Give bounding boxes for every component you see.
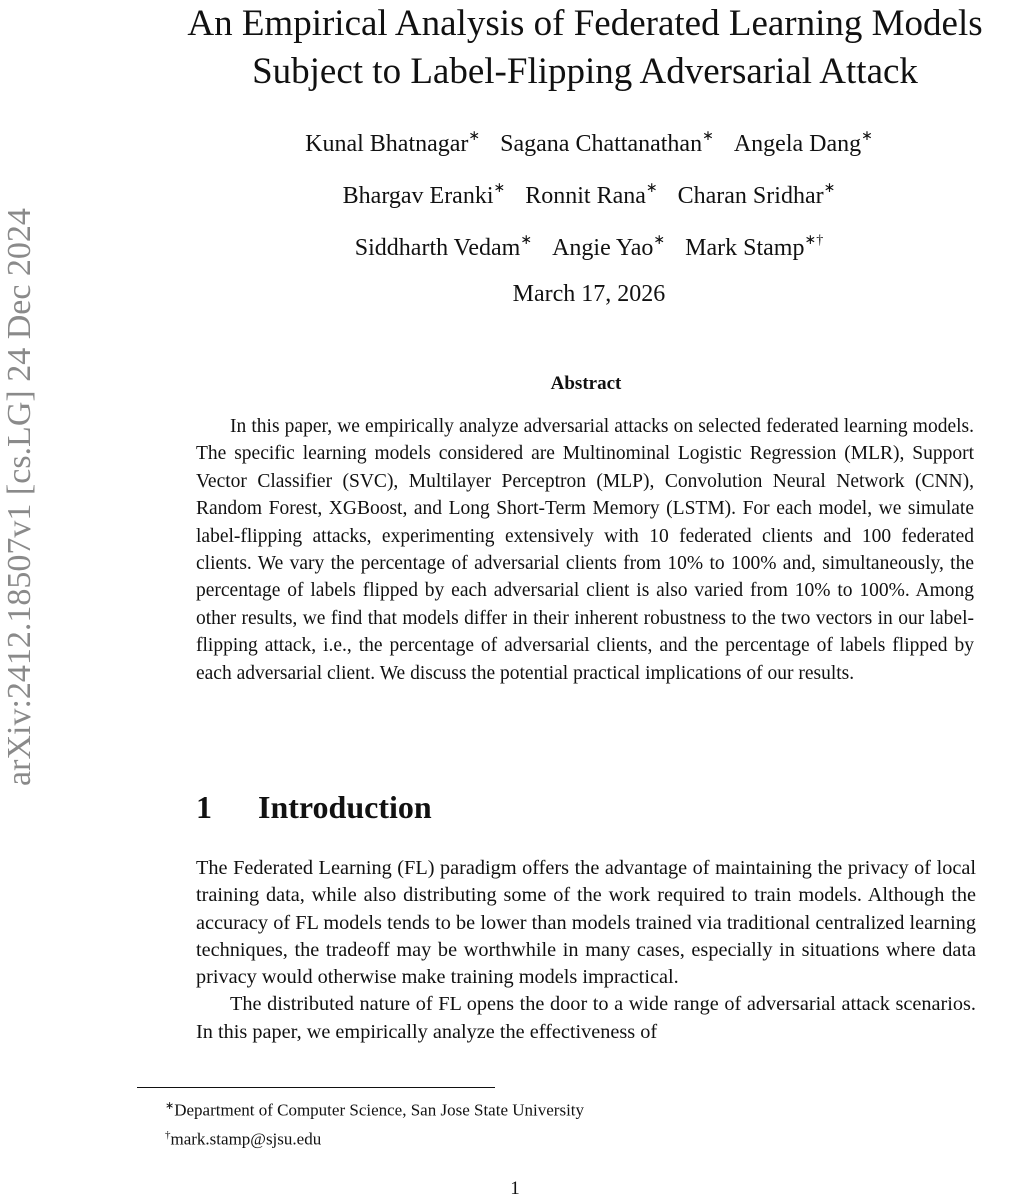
affiliation-mark: ∗ <box>468 129 481 144</box>
title-line-1: An Empirical Analysis of Federated Learning Models <box>187 3 983 44</box>
section-body <box>196 855 976 1046</box>
affiliation-mark: ∗ <box>702 129 714 144</box>
author-line-2 <box>230 177 948 229</box>
author: Siddharth Vedam∗ <box>354 233 533 261</box>
affiliation-mark: ∗ <box>520 233 533 248</box>
abstract-heading: Abstract <box>550 373 622 394</box>
author-line-3 <box>230 229 948 281</box>
author-list <box>230 125 948 281</box>
paper-title <box>135 0 1032 96</box>
footnote-rule <box>137 1087 495 1088</box>
author: Angie Yao∗ <box>552 233 666 261</box>
author: Mark Stamp∗† <box>685 233 824 261</box>
footnotes <box>165 1094 965 1151</box>
author: Angela Dang∗ <box>733 129 873 157</box>
section-title: Introduction <box>258 789 432 825</box>
title-line-2: Subject to Label-Flipping Adversarial Attack <box>252 51 918 92</box>
paper-date: March 17, 2026 <box>512 281 666 307</box>
section-heading <box>196 787 976 827</box>
footnote-mark: ∗ <box>165 1100 175 1112</box>
paragraph: The distributed nature of FL opens the door to a wide range of adversarial attack scenarios. In this paper, we empirically analyze the effectiveness of <box>196 993 976 1043</box>
affiliation-mark: ∗ <box>493 181 506 196</box>
section-number: 1 <box>196 789 212 825</box>
affiliation-mark: ∗ <box>653 233 666 248</box>
arxiv-identifier: arXiv:2412.18507v1 [cs.LG] 24 Dec 2024 <box>1 208 38 786</box>
abstract-text: In this paper, we empirically analyze adversarial attacks on selected federated learning models. The specific learning models considered are Multinominal Logistic Regression (MLR), Support Vector Classifier (SVC), Multilayer Perceptron (MLP), Convolution Neural Network (CNN), Random Forest, XGBoost, and Long Short-Term Memory (LSTM). For each model, we simulate label-flipping attacks, experimenting extensively with 10 federated clients and 100 federated clients. We vary the percentage of adversarial clients from 10% to 100% and, simultaneously, the percentage of labels flipped by each adversarial client is also varied from 10% to 100%. Among other results, we find that models differ in their inherent robustness to the two vectors in our label-flipping attack, i.e., the percentage of adversarial clients, and the percentage of labels flipped by each adversarial client. We discuss the potential practical implications of our results. <box>196 416 974 684</box>
affiliation-mark: ∗ <box>645 181 658 196</box>
page-number: 1 <box>510 1178 520 1199</box>
author: Charan Sridhar∗ <box>677 181 836 209</box>
author: Sagana Chattanathan∗ <box>500 129 714 157</box>
author: Kunal Bhatnagar∗ <box>305 129 481 157</box>
footnote-mark: † <box>165 1128 171 1141</box>
footnote: †mark.stamp@sjsu.edu <box>165 1128 322 1149</box>
author: Bhargav Eranki∗ <box>342 181 506 209</box>
affiliation-mark: ∗† <box>804 233 824 248</box>
footnote: ∗Department of Computer Science, San Jose State University <box>165 1100 585 1120</box>
author: Ronnit Rana∗ <box>525 181 658 209</box>
paragraph: The Federated Learning (FL) paradigm offers the advantage of maintaining the privacy of local training data, while also distributing some of the work required to train models. Although the accuracy of FL models tends to be lower than models trained via traditional centralized learning techniques, the tradeoff may be worthwhile in many cases, especially in situations where data privacy would otherwise make training models impractical. <box>196 857 976 989</box>
affiliation-mark: ∗ <box>823 181 836 196</box>
affiliation-mark: ∗ <box>861 129 873 144</box>
author-line-1 <box>230 125 948 177</box>
